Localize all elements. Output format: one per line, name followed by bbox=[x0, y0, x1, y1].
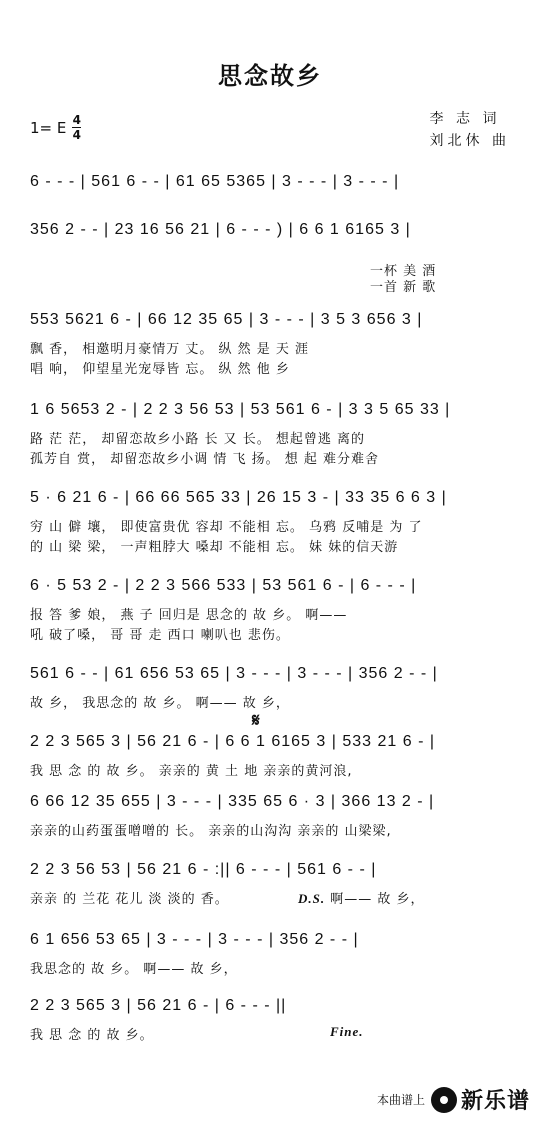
lyric-verse-2: 一首 新 歌 bbox=[370, 280, 437, 295]
lyric-line: 亲亲的山药蛋蛋噌噌的 长。 亲亲的山沟沟 亲亲的 山梁梁, bbox=[30, 824, 392, 839]
lyric-verse-2: 的 山 梁 梁， 一声粗脖大 嗓却 不能相 忘。 妹 妹的信天游 bbox=[30, 540, 399, 555]
lyric-verse-2: 吼 破了嗓， 哥 哥 走 西口 喇叭也 悲伤。 bbox=[30, 628, 290, 643]
notes-line: 356 2 - - | 23 16 56 21 | 6 - - - ) | 6 6 1 6165 3 | bbox=[30, 221, 411, 238]
fine-lyric bbox=[330, 1024, 430, 1040]
time-signature bbox=[72, 114, 81, 141]
lyric-verse-2: 唱 响， 仰望星光宠辱皆 忘。 纵 然 他 乡 bbox=[30, 362, 290, 377]
lyric-line: 我思念的 故 乡。 啊—— 故 乡， bbox=[30, 962, 238, 977]
footer-logo bbox=[377, 1084, 530, 1115]
ds-tail: 啊—— 故 乡， bbox=[330, 892, 425, 907]
brand-name: 新乐谱 bbox=[460, 1089, 530, 1114]
lyricist: 李 志 词 bbox=[429, 111, 501, 127]
lyric-line: 亲亲 的 兰花 花儿 淡 淡的 香。 bbox=[30, 892, 229, 907]
lyric-line: 故 乡， 我思念的 故 乡。 啊—— 故 乡， bbox=[30, 696, 290, 711]
record-disc-icon bbox=[431, 1087, 457, 1113]
lyric-verse-1: 一杯 美 酒 bbox=[370, 264, 437, 279]
notes-line: 6 1 656 53 65 | 3 - - - | 3 - - - | 356 2 - - | bbox=[30, 931, 359, 948]
notes-line: 561 6 - - | 61 656 53 65 | 3 - - - | 3 - - - | 356 2 - - | bbox=[30, 665, 438, 682]
notes-line: 5 · 6 21 6 - | 66 66 565 33 | 26 15 3 - | 33 35 6 6 3 | bbox=[30, 489, 447, 506]
footer-prefix: 本曲谱上 bbox=[376, 1093, 425, 1107]
credits bbox=[430, 108, 510, 152]
notes-line: 2 2 3 56 53 | 56 21 6 - :|| 6 - - - | 561 6 - - | bbox=[30, 861, 377, 878]
lyric-line: 我 思 念 的 故 乡。 bbox=[30, 1028, 154, 1043]
lyric-verse-1: 路 茫 茫， 却留恋故乡小路 长 又 长。 想起曾逃 离的 bbox=[30, 432, 366, 447]
notes-line: 2 2 3 565 3 | 56 21 6 - | 6 6 1 6165 3 | 533 21 6 - | bbox=[30, 733, 435, 750]
lyric-verse-1: 报 答 爹 娘， 燕 子 回归是 思念的 故 乡。 啊—— bbox=[30, 608, 348, 623]
time-bottom: 4 bbox=[72, 128, 82, 142]
notes-line: 2 2 3 565 3 | 56 21 6 - | 6 - - - || bbox=[30, 997, 287, 1014]
notes-line: 6 · 5 53 2 - | 2 2 3 566 533 | 53 561 6 - | 6 - - - | bbox=[30, 577, 417, 594]
segno-sign: 𝄋 bbox=[252, 710, 260, 731]
ds-mark: D.S. bbox=[298, 891, 326, 906]
time-top: 4 bbox=[72, 113, 82, 127]
lyric-verse-1: 穷 山 僻 壤， 即使富贵优 容却 不能相 忘。 乌鸦 反哺是 为 了 bbox=[30, 520, 423, 535]
lyric-verse-1: 飘 香， 相邀明月豪情万 丈。 纵 然 是 天 涯 bbox=[30, 342, 310, 357]
notes-line: 1 6 5653 2 - | 2 2 3 56 53 | 53 561 6 - | 3 3 5 65 33 | bbox=[30, 401, 451, 418]
notes-line: 6 - - - | 561 6 - - | 61 65 5365 | 3 - - - | 3 - - - | bbox=[30, 173, 400, 190]
song-title: 思念故乡 bbox=[218, 62, 322, 90]
ds-lyric bbox=[298, 888, 516, 907]
lyric-verse-2: 孤芳自 赏， 却留恋故乡小调 情 飞 扬。 想 起 难分难舍 bbox=[30, 452, 380, 467]
fine-mark: Fine. bbox=[330, 1024, 364, 1039]
notes-line: 553 5621 6 - | 66 12 35 65 | 3 - - - | 3 5 3 656 3 | bbox=[30, 311, 423, 328]
key-signature bbox=[30, 114, 81, 141]
lyric-line: 我 思 念 的 故 乡。 亲亲的 黄 土 地 亲亲的黄河浪, bbox=[30, 764, 353, 779]
key-label: 1= E bbox=[30, 118, 67, 137]
composer: 刘北休 曲 bbox=[429, 133, 510, 149]
notes-line: 6 66 12 35 655 | 3 - - - | 335 65 6 · 3 | 366 13 2 - | bbox=[30, 793, 435, 810]
